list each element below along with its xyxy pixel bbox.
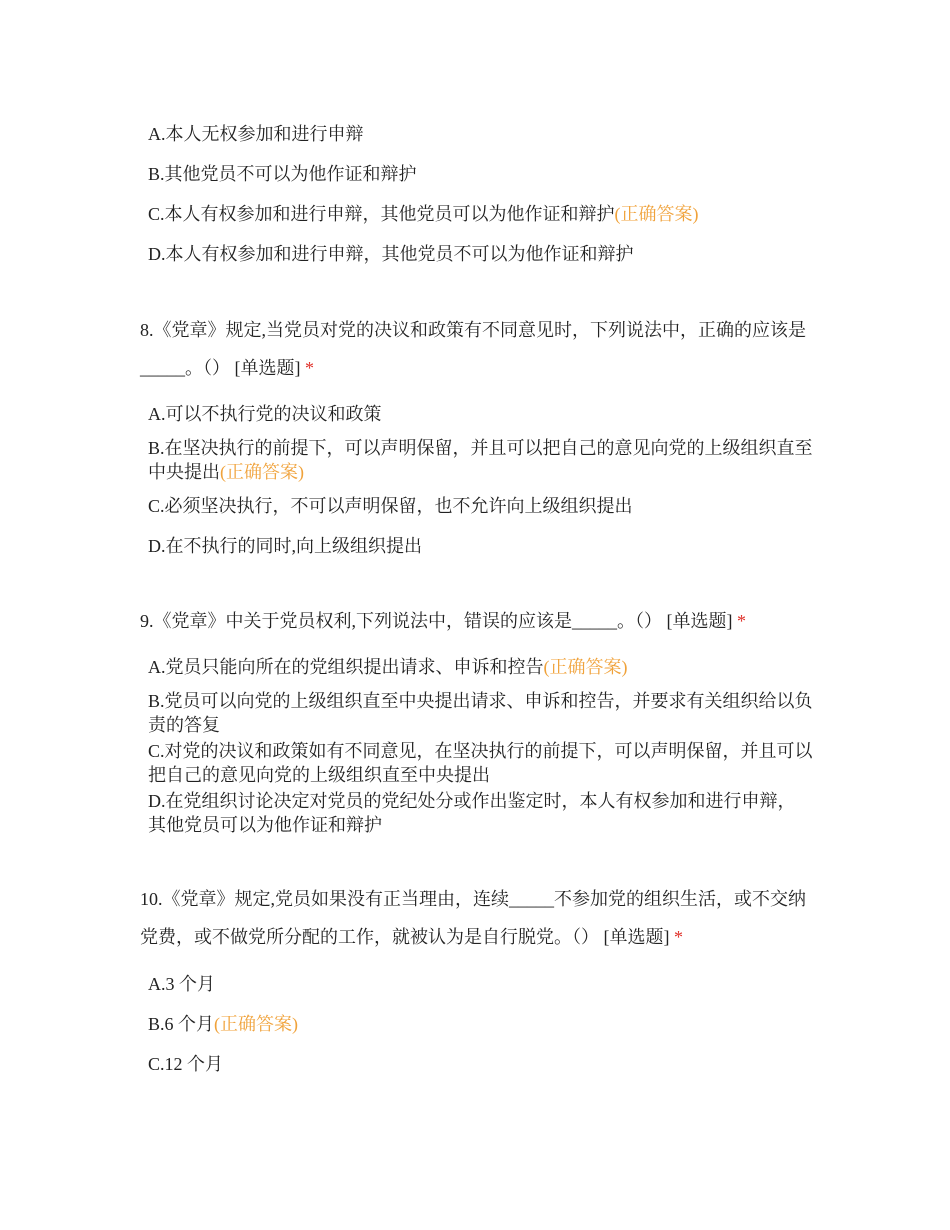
q8-option-d[interactable] (148, 534, 813, 558)
option-text: C.12 个月 (148, 1054, 224, 1074)
q7-option-b[interactable] (148, 162, 813, 186)
q9-stem (140, 602, 815, 640)
q9-options (148, 655, 813, 839)
option-text: B.其他党员不可以为他作证和辩护 (148, 164, 417, 184)
q9-option-d[interactable] (148, 789, 813, 837)
q10-stem (140, 880, 815, 956)
q8-stem (140, 311, 815, 387)
q9-option-a[interactable] (148, 655, 813, 679)
option-text: C.必须坚决执行，不可以声明保留，也不允许向上级组织提出 (148, 496, 633, 516)
option-text: D.在不执行的同时,向上级组织提出 (148, 536, 422, 556)
option-text: B.党员可以向党的上级组织直至中央提出请求、申诉和控告，并要求有关组织给以负责的答复 (148, 691, 813, 735)
q7-option-d[interactable] (148, 242, 813, 266)
option-text: A.可以不执行党的决议和政策 (148, 404, 382, 424)
option-text: A.本人无权参加和进行申辩 (148, 124, 364, 144)
question-text: 10.《党章》规定,党员如果没有正当理由，连续_____不参加党的组织生活，或不交纳党费，或不做党所分配的工作，就被认为是自行脱党。（） [单选题] (140, 889, 806, 947)
q8-option-c[interactable] (148, 494, 813, 518)
q10-option-b[interactable] (148, 1012, 813, 1036)
q10-options (148, 972, 813, 1092)
q9-option-b[interactable] (148, 689, 813, 737)
required-mark: * (674, 927, 683, 947)
option-text: D.本人有权参加和进行申辩，其他党员不可以为他作证和辩护 (148, 244, 634, 264)
q7-option-c[interactable] (148, 202, 813, 226)
correct-answer-tag: (正确答案) (543, 657, 628, 677)
q8-options (148, 402, 813, 574)
required-mark: * (737, 611, 746, 631)
question-text: 9.《党章》中关于党员权利,下列说法中，错误的应该是_____。（） [单选题] (140, 611, 733, 631)
option-text: B.6 个月 (148, 1014, 215, 1034)
q8-option-b[interactable] (148, 436, 813, 484)
q9-option-c[interactable] (148, 739, 813, 787)
q8-option-a[interactable] (148, 402, 813, 426)
q7-options (148, 122, 813, 282)
q7-option-a[interactable] (148, 122, 813, 146)
correct-answer-tag: (正确答案) (614, 204, 699, 224)
required-mark: * (305, 358, 314, 378)
question-text: 8.《党章》规定,当党员对党的决议和政策有不同意见时，下列说法中，正确的应该是_____。（） [单选题] (140, 320, 806, 378)
option-text: A.党员只能向所在的党组织提出请求、申诉和控告 (148, 657, 544, 677)
q10-option-c[interactable] (148, 1052, 813, 1076)
option-text: C.本人有权参加和进行申辩，其他党员可以为他作证和辩护 (148, 204, 615, 224)
option-text: C.对党的决议和政策如有不同意见，在坚决执行的前提下，可以声明保留，并且可以把自己的意见向党的上级组织直至中央提出 (148, 741, 813, 785)
q10-option-a[interactable] (148, 972, 813, 996)
correct-answer-tag: (正确答案) (220, 462, 304, 482)
option-text: A.3 个月 (148, 974, 215, 994)
option-text: D.在党组织讨论决定对党员的党纪处分或作出鉴定时，本人有权参加和进行申辩，其他党员可以为他作证和辩护 (148, 791, 796, 835)
correct-answer-tag: (正确答案) (214, 1014, 299, 1034)
option-text: B.在坚决执行的前提下，可以声明保留，并且可以把自己的意见向党的上级组织直至中央提出 (148, 438, 813, 482)
